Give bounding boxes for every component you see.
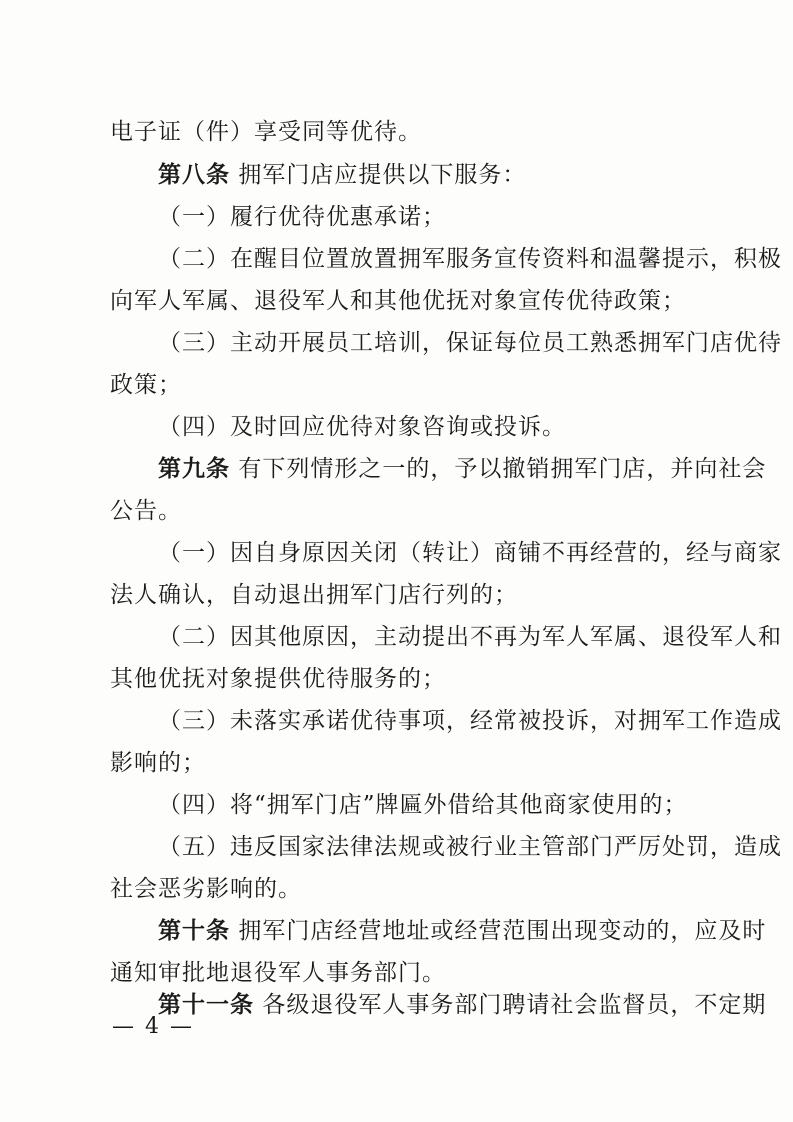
article-9 xyxy=(158,454,766,484)
text-line: （三）未落实承诺优待事项，经常被投诉，对拥军工作造成 xyxy=(158,708,782,734)
article-text: 拥军门店经营地址或经营范围出现变动的，应及时 xyxy=(238,918,767,944)
article-8 xyxy=(158,160,526,190)
text-line: 法人确认，自动退出拥军门店行列的； xyxy=(110,582,518,608)
text-line: （四）及时回应优待对象咨询或投诉。 xyxy=(158,414,566,440)
text-line: 政策； xyxy=(110,372,182,398)
text-line: （二）因其他原因，主动提出不再为军人军属、退役军人和 xyxy=(158,624,782,650)
article-text: 有下列情形之一的，予以撤销拥军门店，并向社会 xyxy=(238,456,767,482)
text-line: （一）履行优待优惠承诺； xyxy=(158,204,446,230)
page-number: — 4 — xyxy=(112,1014,194,1039)
text-line: 电子证（件）享受同等优待。 xyxy=(110,119,422,145)
article-heading: 第八条 xyxy=(158,162,230,188)
text-line: 通知审批地退役军人事务部门。 xyxy=(110,960,446,986)
article-heading: 第十条 xyxy=(158,918,230,944)
article-10 xyxy=(158,916,766,946)
text-line: （三）主动开展员工培训，保证每位员工熟悉拥军门店优待 xyxy=(158,330,782,356)
text-line: （二）在醒目位置放置拥军服务宣传资料和温馨提示，积极 xyxy=(158,246,782,272)
article-11-line xyxy=(158,990,766,1020)
text-line: 其他优抚对象提供优待服务的； xyxy=(110,666,446,692)
text-line: （四）将“拥军门店”牌匾外借给其他商家使用的； xyxy=(158,792,688,818)
article-heading: 第十一条 xyxy=(158,992,254,1018)
text-line: （一）因自身原因关闭（转让）商铺不再经营的，经与商家 xyxy=(158,540,782,566)
text-line: 公告。 xyxy=(110,498,182,524)
text-line: 社会恶劣影响的。 xyxy=(110,876,302,902)
text-line: （五）违反国家法律法规或被行业主管部门严厉处罚，造成 xyxy=(158,834,782,860)
text-line: 影响的； xyxy=(110,750,206,776)
article-text: 各级退役军人事务部门聘请社会监督员，不定期 xyxy=(262,992,767,1018)
article-heading: 第九条 xyxy=(158,456,230,482)
text-line: 向军人军属、退役军人和其他优抚对象宣传优待政策； xyxy=(110,288,686,314)
article-text: 拥军门店应提供以下服务： xyxy=(238,162,527,188)
